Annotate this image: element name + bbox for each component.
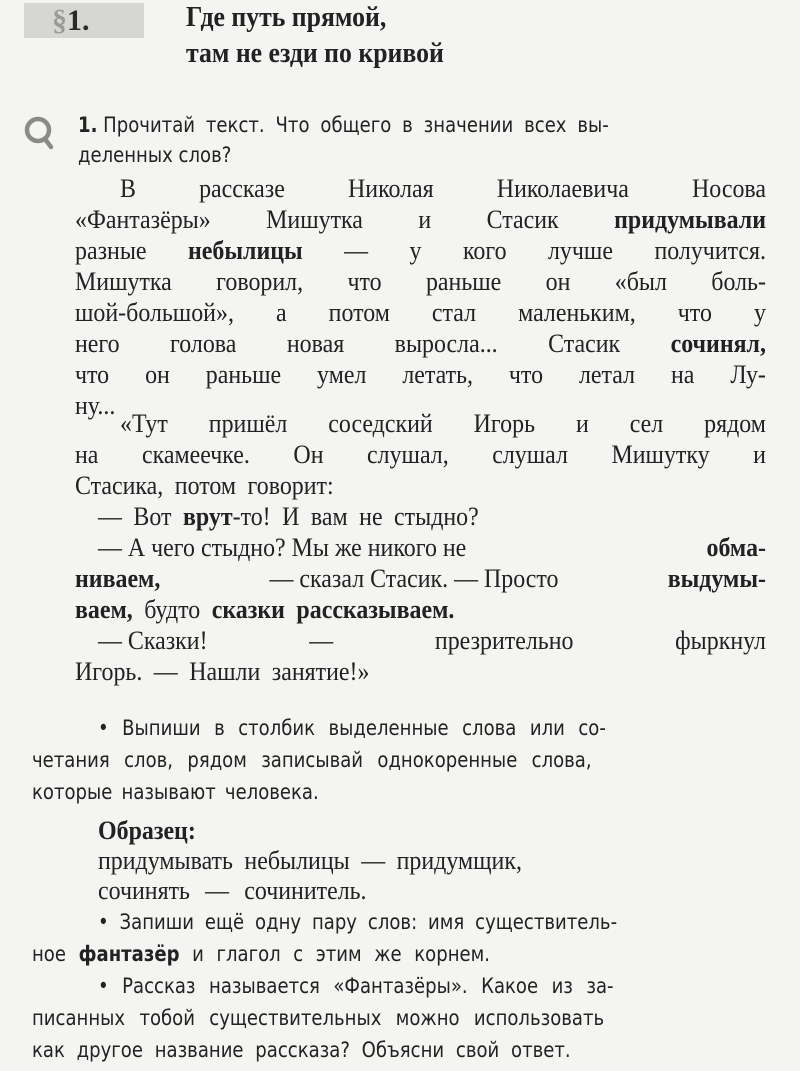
story-word: Мишутка [75, 267, 172, 296]
story-line [75, 391, 115, 421]
story-word: потом [174, 471, 237, 500]
story-word: стал [431, 298, 477, 327]
story-word: а [275, 298, 287, 327]
story-word: говорил, [216, 267, 304, 296]
story-word: голова [170, 329, 237, 358]
story-word: него [75, 329, 120, 358]
bold-word: ниваем, [75, 564, 161, 593]
story-word: Стасика, [75, 471, 164, 500]
section-number: 1. [67, 4, 90, 37]
story-word: что [508, 360, 544, 389]
story-line [75, 205, 766, 235]
story-word: на [670, 360, 695, 389]
story-word: слушал, [367, 440, 449, 469]
bold-word: обма- [706, 533, 766, 562]
story-word: скамеечке. [141, 440, 250, 469]
bullet-3-line-3: как другое название рассказа? Объясни свой ответ. [32, 1038, 571, 1062]
story-word: он [145, 360, 170, 389]
story-line [120, 409, 766, 439]
bullet-3-line-1: • Рассказ называется «Фантазёры». Какое из за- [98, 974, 614, 998]
story-word: раньше [425, 267, 502, 296]
story-line [75, 267, 766, 297]
bullet-1-line-2: четания слов, рядом записывай однокоренные слова, [32, 748, 592, 772]
story-word: раньше [205, 360, 282, 389]
sample-line-2: сочинять — сочинитель. [98, 876, 367, 905]
task-prompt-line-2: деленных слов? [78, 143, 232, 167]
story-word: летал [578, 360, 636, 389]
story-word: пришёл [208, 409, 288, 438]
story-word: на [75, 440, 99, 469]
story-word: и [753, 440, 766, 469]
story-word: новая [286, 329, 345, 358]
story-word: — А чего стыдно? Мы же никого не [98, 533, 467, 562]
story-line [75, 471, 334, 501]
story-word: Игорь. — Нашли занятие!» [75, 657, 370, 686]
bold-word: выдумы- [667, 564, 766, 593]
story-word: летать, [402, 360, 473, 389]
bullet-3-line-2: писанных тобой существительных можно использовать [32, 1006, 605, 1030]
story-word: — [309, 626, 334, 655]
story-word: презрительно [434, 626, 574, 655]
story-word: выросла... [394, 329, 498, 358]
bold-word: сочинял, [670, 329, 766, 358]
task-prompt-text: Прочитай текст. Что общего в значении всех вы- [103, 113, 609, 137]
story-word: слушал [492, 440, 568, 469]
story-word: -то! И вам не стыдно? [232, 502, 479, 531]
story-word: соседский [328, 409, 433, 438]
story-word: потом [328, 298, 390, 327]
bullet-1-line-3: которые называют человека. [32, 780, 319, 804]
story-word: шой-большой», [75, 298, 234, 327]
section-badge [24, 3, 144, 38]
story-word: кого [462, 236, 507, 265]
story-line [98, 626, 766, 656]
story-word: будто [144, 595, 201, 624]
bold-word: сказки рассказываем. [211, 595, 455, 624]
story-word: он [545, 267, 571, 296]
story-word: Стасик [486, 205, 559, 234]
bold-word: ваем, [75, 595, 133, 624]
story-word: — Сказки! [98, 626, 208, 655]
magnifier-icon [24, 115, 56, 153]
story-line [75, 360, 766, 390]
story-word: что [347, 267, 382, 296]
story-line [75, 236, 766, 266]
story-word: Мишутку [611, 440, 710, 469]
story-word: Носова [691, 174, 766, 203]
story-word: Он [293, 440, 324, 469]
story-line [75, 329, 766, 359]
story-line [75, 440, 766, 470]
bold-word-fantazer: фантазёр [78, 942, 180, 966]
story-line [75, 564, 766, 594]
story-word: у [753, 298, 766, 327]
story-word: — [344, 236, 369, 265]
story-word: у [409, 236, 422, 265]
story-word: — Вот [98, 502, 172, 531]
story-word: разные [75, 236, 147, 265]
sample-label: Образец: [98, 816, 196, 845]
story-line [75, 657, 369, 687]
story-word: Мишутка [266, 205, 363, 234]
story-word: рядом [704, 409, 766, 438]
section-sign: § [52, 4, 67, 37]
story-word: «Тут [120, 409, 168, 438]
story-line [75, 595, 454, 625]
story-word: что [75, 360, 110, 389]
page-title [186, 0, 444, 72]
bold-word: небылицы [187, 236, 303, 265]
title-line-1: Где путь прямой, [186, 2, 387, 33]
story-word: и [575, 409, 589, 438]
story-word: что [677, 298, 712, 327]
story-word: Николая [347, 174, 434, 203]
story-word: получится. [654, 236, 766, 265]
task-number: 1. [78, 113, 98, 137]
story-line [75, 298, 766, 328]
bold-word: врут [182, 502, 233, 531]
bullet-1-line-1: • Выпиши в столбик выделенные слова или со- [98, 716, 606, 740]
story-line [120, 174, 766, 204]
story-word: умел [317, 360, 367, 389]
story-word: Лу- [730, 360, 766, 389]
sample-line-1: придумывать небылицы — придумщик, [98, 846, 522, 875]
story-word: лучше [547, 236, 613, 265]
story-word: «был [614, 267, 667, 296]
bold-word: придумывали [614, 205, 766, 234]
story-word: маленьким, [518, 298, 636, 327]
story-word: говорит: [247, 471, 334, 500]
story-word: Николаевича [496, 174, 629, 203]
story-line [98, 502, 479, 532]
bullet-2-line-2: ное фантазёр и глагол с этим же корнем. [32, 942, 490, 966]
story-word: Стасик [548, 329, 621, 358]
story-word: — сказал Стасик. — Просто [269, 564, 559, 593]
story-word: фыркнул [675, 626, 766, 655]
story-line [98, 533, 766, 563]
bullet-2-line-1: • Запиши ещё одну пару слов: имя существитель- [98, 910, 618, 934]
story-word: и [418, 205, 432, 234]
story-word: сел [629, 409, 664, 438]
task-prompt-line-1 [78, 113, 762, 137]
story-word: «Фантазёры» [75, 205, 211, 234]
story-word: рассказе [199, 174, 285, 203]
story-word: ну... [75, 391, 116, 420]
story-word: боль- [711, 267, 766, 296]
story-word: В [120, 174, 136, 203]
title-line-2: там не езди по кривой [186, 38, 444, 69]
story-word: Игорь [473, 409, 535, 438]
